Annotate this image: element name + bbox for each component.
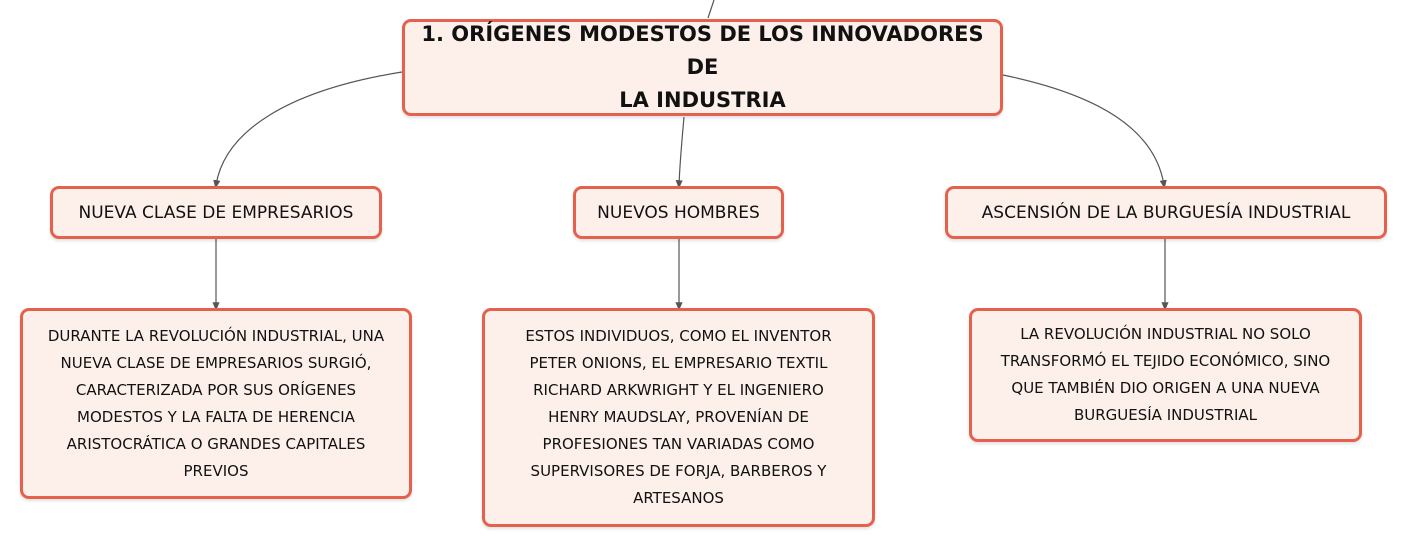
detail-line: ARISTOCRÁTICA O GRANDES CAPITALES: [66, 434, 366, 453]
root-topic-line: LA INDUSTRIA: [619, 88, 786, 112]
detail-text: [525, 323, 831, 512]
incoming-connector: [708, 0, 714, 18]
root-topic-node[interactable]: [402, 19, 1003, 116]
detail-node-burguesia[interactable]: [969, 308, 1362, 442]
subtopic-nuevos-hombres[interactable]: [573, 186, 784, 239]
root-topic-text: [413, 18, 992, 117]
detail-node-nuevos-hombres[interactable]: [482, 308, 875, 527]
detail-line: QUE TAMBIÉN DIO ORIGEN A UNA NUEVA: [1011, 379, 1320, 397]
detail-line: DURANTE LA REVOLUCIÓN INDUSTRIAL, UNA: [47, 326, 385, 345]
detail-line: SUPERVISORES DE FORJA, BARBEROS Y: [530, 462, 827, 480]
detail-line: ARTESANOS: [633, 489, 724, 507]
subtopic-label: ASCENSIÓN DE LA BURGUESÍA INDUSTRIAL: [981, 202, 1351, 223]
detail-node-nueva-clase[interactable]: [20, 308, 412, 499]
detail-text: [1001, 321, 1331, 429]
detail-line: MODESTOS Y LA FALTA DE HERENCIA: [77, 407, 355, 426]
root-topic-line: 1. ORÍGENES MODESTOS DE LOS INNOVADORES DE: [421, 22, 984, 79]
detail-line: RICHARD ARKWRIGHT Y EL INGENIERO: [533, 381, 824, 399]
detail-line: PETER ONIONS, EL EMPRESARIO TEXTIL: [529, 354, 828, 372]
connector-root-to-nuevos-hombres: [679, 117, 684, 185]
detail-line: PREVIOS: [183, 461, 249, 480]
detail-text: [48, 323, 384, 485]
detail-line: CARACTERIZADA POR SUS ORÍGENES: [75, 380, 357, 399]
subtopic-ascension-burguesia-industrial[interactable]: [945, 186, 1387, 239]
detail-line: TRANSFORMÓ EL TEJIDO ECONÓMICO, SINO: [1000, 352, 1331, 370]
detail-line: HENRY MAUDSLAY, PROVENÍAN DE: [548, 408, 809, 426]
detail-line: LA REVOLUCIÓN INDUSTRIAL NO SOLO: [1020, 325, 1311, 343]
connector-root-to-burguesia: [1003, 75, 1164, 185]
detail-line: PROFESIONES TAN VARIADAS COMO: [542, 435, 815, 453]
connector-root-to-nueva-clase: [216, 72, 402, 185]
subtopic-label: NUEVA CLASE DE EMPRESARIOS: [78, 202, 354, 223]
detail-line: NUEVA CLASE DE EMPRESARIOS SURGIÓ,: [60, 353, 372, 372]
subtopic-nueva-clase-de-empresarios[interactable]: [50, 186, 382, 239]
detail-line: BURGUESÍA INDUSTRIAL: [1073, 406, 1258, 424]
subtopic-label: NUEVOS HOMBRES: [597, 202, 760, 223]
detail-line: ESTOS INDIVIDUOS, COMO EL INVENTOR: [525, 327, 832, 345]
